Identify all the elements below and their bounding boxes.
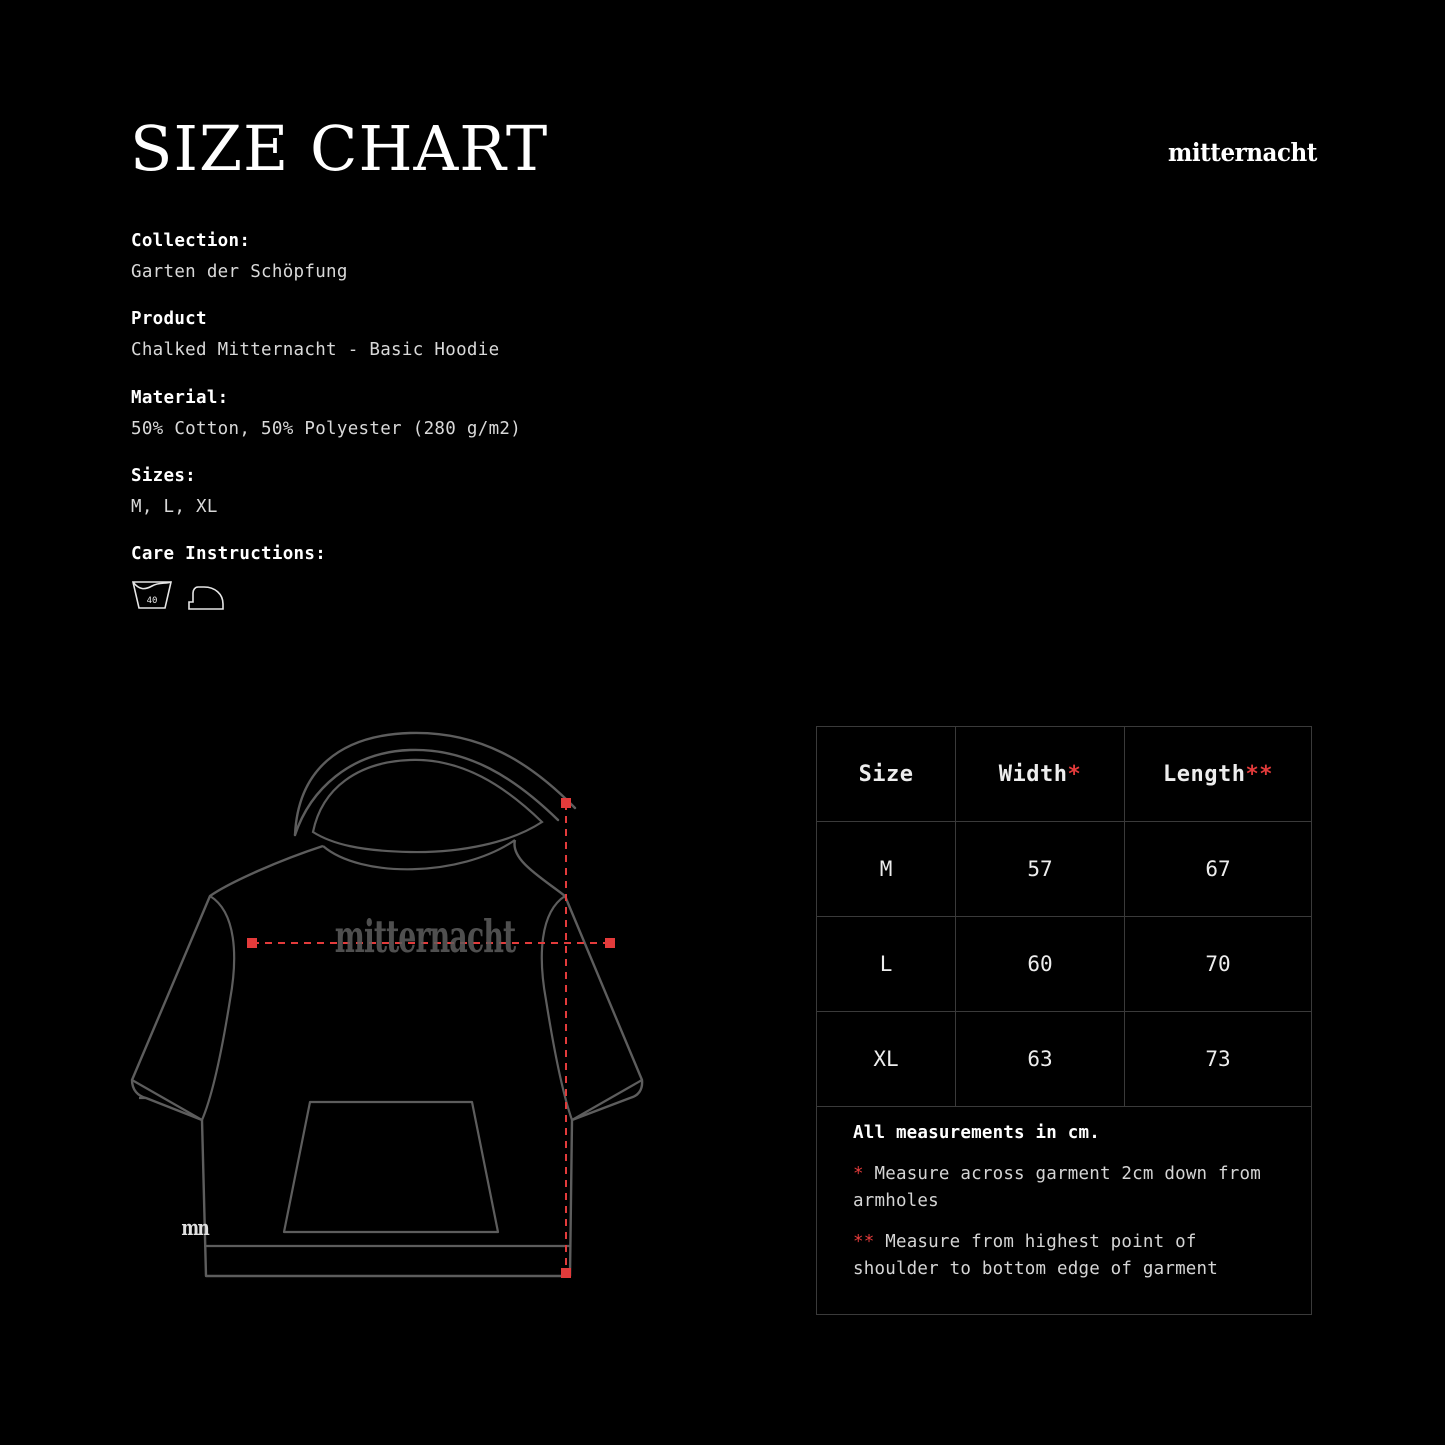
iron-icon — [186, 582, 226, 616]
meta-value-collection: Garten der Schöpfung — [131, 262, 348, 283]
meta-group-collection — [131, 228, 731, 286]
notes-title: All measurements in cm. — [853, 1123, 1100, 1143]
table-header-size: Size — [817, 727, 956, 822]
note-single-star: * — [853, 1164, 864, 1184]
cell-width: 63 — [956, 1012, 1125, 1107]
table-header-row — [817, 727, 1312, 822]
cell-width: 57 — [956, 822, 1125, 917]
meta-value-product: Chalked Mitternacht - Basic Hoodie — [131, 340, 500, 361]
product-meta — [131, 228, 731, 636]
cell-length: 70 — [1124, 917, 1311, 1012]
table-row — [817, 822, 1312, 917]
size-table — [816, 726, 1312, 1107]
cell-size: XL — [817, 1012, 956, 1107]
meta-value-material: 50% Cotton, 50% Polyester (280 g/m2) — [131, 418, 522, 439]
page-title: SIZE CHART — [130, 112, 549, 185]
size-table-wrapper — [816, 726, 1312, 1107]
note-length — [853, 1229, 1275, 1283]
width-footnote-marker: * — [1067, 761, 1082, 787]
note-length-text: Measure from highest point of shoulder to bottom edge of garment — [853, 1232, 1219, 1280]
meta-group-material — [131, 385, 731, 443]
length-footnote-marker: ** — [1245, 761, 1273, 787]
note-double-star: ** — [853, 1232, 875, 1253]
table-row — [817, 1012, 1312, 1107]
meta-group-product — [131, 306, 731, 364]
meta-group-sizes — [131, 463, 731, 521]
meta-value-sizes: M, L, XL — [131, 496, 218, 517]
cell-length: 67 — [1124, 822, 1311, 917]
table-header-width: Width* — [956, 727, 1125, 822]
meta-label-collection: Collection: — [131, 231, 251, 251]
cell-size: M — [817, 822, 956, 917]
brand-wordmark: mitternacht — [1168, 138, 1317, 167]
measurement-notes — [816, 1095, 1312, 1315]
cell-size: L — [817, 917, 956, 1012]
meta-label-sizes: Sizes: — [131, 465, 197, 486]
meta-label-care: Care Instructions: — [131, 544, 327, 564]
meta-label-material: Material: — [131, 387, 229, 408]
meta-group-care — [131, 541, 731, 616]
care-icon-row — [131, 578, 731, 616]
wash-temp-label: 40 — [146, 596, 158, 607]
meta-label-product: Product — [131, 309, 207, 330]
garment-chest-print: mitternacht — [334, 911, 516, 964]
cell-width: 60 — [956, 917, 1125, 1012]
note-width — [853, 1161, 1275, 1215]
table-header-length: Length** — [1124, 727, 1311, 822]
cell-length: 73 — [1124, 1012, 1311, 1107]
table-row — [817, 917, 1312, 1012]
garment-hem-tag: mn — [181, 1215, 209, 1240]
note-width-text: Measure across garment 2cm down from armholes — [853, 1164, 1261, 1212]
wash-40-icon — [131, 578, 173, 616]
